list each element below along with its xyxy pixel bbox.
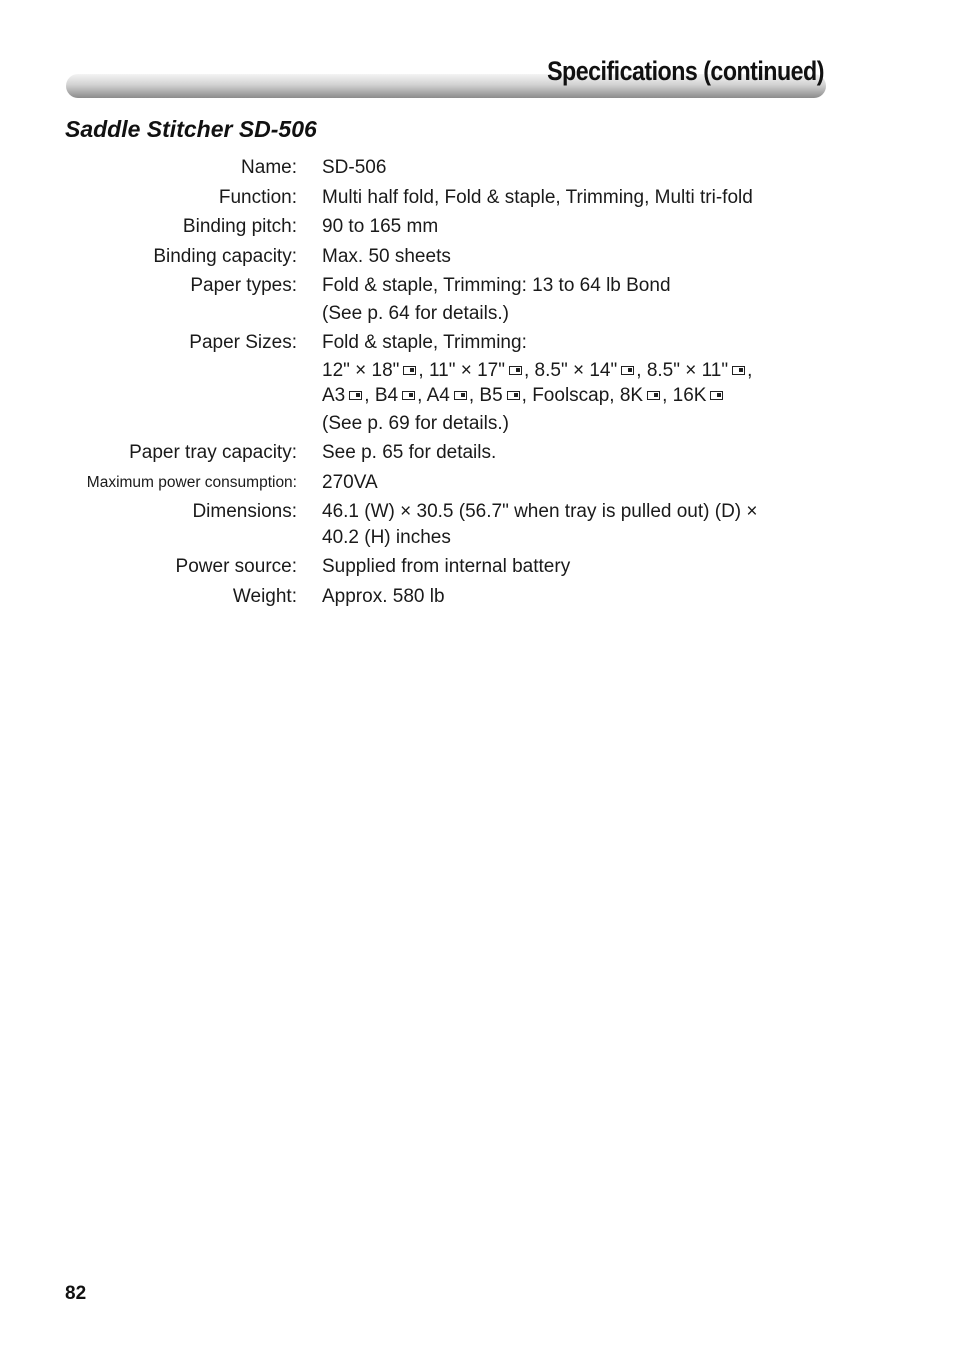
- spec-value: Multi half fold, Fold & staple, Trimming, Multi tri-fold: [322, 186, 753, 208]
- paper-size-item: 8.5" × 14": [534, 359, 618, 381]
- section-title: Saddle Stitcher SD-506: [65, 116, 317, 142]
- spec-value: 270VA: [322, 471, 378, 493]
- spec-row-binding-capacity: [60, 244, 850, 270]
- spec-row-paper-tray-capacity: [60, 440, 850, 466]
- spec-row-max-power: [60, 470, 850, 496]
- paper-size-item: B4: [374, 385, 399, 406]
- spec-value: Approx. 580 lb: [322, 585, 445, 607]
- spec-value: SD-506: [322, 157, 387, 178]
- spec-label: Maximum power consumption:: [86, 473, 297, 491]
- spec-label: Power source:: [175, 556, 297, 577]
- landscape-paper-icon: [454, 391, 467, 400]
- spec-label: Binding capacity:: [153, 245, 297, 267]
- spec-label: Paper Sizes:: [189, 332, 297, 353]
- landscape-paper-icon: [710, 391, 723, 400]
- spec-row-power-source: [60, 554, 850, 580]
- spec-value-line: 40.2 (H) inches: [322, 526, 451, 548]
- spec-row-binding-pitch: [60, 214, 850, 240]
- page-number: 82: [65, 1283, 87, 1304]
- spec-label: Paper tray capacity:: [129, 442, 297, 463]
- landscape-paper-icon: [402, 391, 415, 400]
- separator: ,: [418, 359, 429, 381]
- spec-value: [322, 273, 850, 326]
- spec-row-paper-sizes: [60, 330, 850, 436]
- spec-value-line: (See p. 64 for details.): [322, 302, 509, 324]
- paper-size-item: A4: [426, 385, 450, 406]
- spec-row-paper-types: [60, 273, 850, 326]
- paper-sizes-row: [322, 358, 850, 384]
- separator: ,: [662, 385, 673, 406]
- spec-label: Weight:: [232, 585, 297, 607]
- landscape-paper-icon: [349, 391, 362, 400]
- paper-size-item: 12" × 18": [322, 359, 400, 381]
- separator: ,: [636, 359, 647, 381]
- landscape-paper-icon: [647, 391, 660, 400]
- spec-row-name: [60, 155, 850, 181]
- paper-size-item: 11" × 17": [428, 359, 505, 381]
- spec-label: Name:: [241, 157, 297, 178]
- spec-value: 90 to 165 mm: [322, 216, 439, 237]
- spec-value: [322, 499, 850, 550]
- landscape-paper-icon: [509, 366, 522, 375]
- paper-size-item: Foolscap, 8K: [532, 385, 644, 406]
- separator: ,: [417, 385, 427, 406]
- paper-size-item: 16K: [672, 385, 707, 406]
- paper-size-item: 8.5" × 11": [646, 359, 729, 381]
- landscape-paper-icon: [507, 391, 520, 400]
- paper-sizes-row: [322, 383, 850, 409]
- spec-list: [60, 155, 850, 609]
- page-header-title: Specifications (continued): [547, 56, 824, 86]
- landscape-paper-icon: [403, 366, 416, 375]
- spec-value: Supplied from internal battery: [322, 556, 571, 577]
- separator: ,: [523, 359, 535, 381]
- spec-label: Dimensions:: [192, 501, 297, 522]
- spec-row-dimensions: [60, 499, 850, 550]
- separator: ,: [364, 385, 375, 406]
- paper-size-item: B5: [479, 385, 503, 406]
- spec-value-line: (See p. 69 for details.): [322, 412, 509, 434]
- spec-row-weight: [60, 584, 850, 610]
- spec-value-line: Fold & staple, Trimming: 13 to 64 lb Bond: [322, 275, 671, 296]
- landscape-paper-icon: [621, 366, 634, 375]
- spec-label: Paper types:: [190, 275, 297, 296]
- separator: ,: [468, 385, 480, 406]
- spec-label: Function:: [218, 186, 297, 208]
- spec-label: Binding pitch:: [182, 216, 297, 237]
- paper-size-item: A3: [322, 385, 346, 406]
- spec-value-line: Fold & staple, Trimming:: [322, 332, 527, 353]
- separator: ,: [747, 359, 753, 381]
- spec-value-line: 46.1 (W) × 30.5 (56.7" when tray is pulled out) (D) ×: [322, 501, 758, 522]
- spec-value: [322, 330, 850, 436]
- landscape-paper-icon: [732, 366, 745, 375]
- separator: ,: [521, 385, 533, 406]
- spec-value: See p. 65 for details.: [322, 442, 497, 463]
- spec-row-function: [60, 185, 850, 211]
- spec-value: Max. 50 sheets: [322, 245, 451, 267]
